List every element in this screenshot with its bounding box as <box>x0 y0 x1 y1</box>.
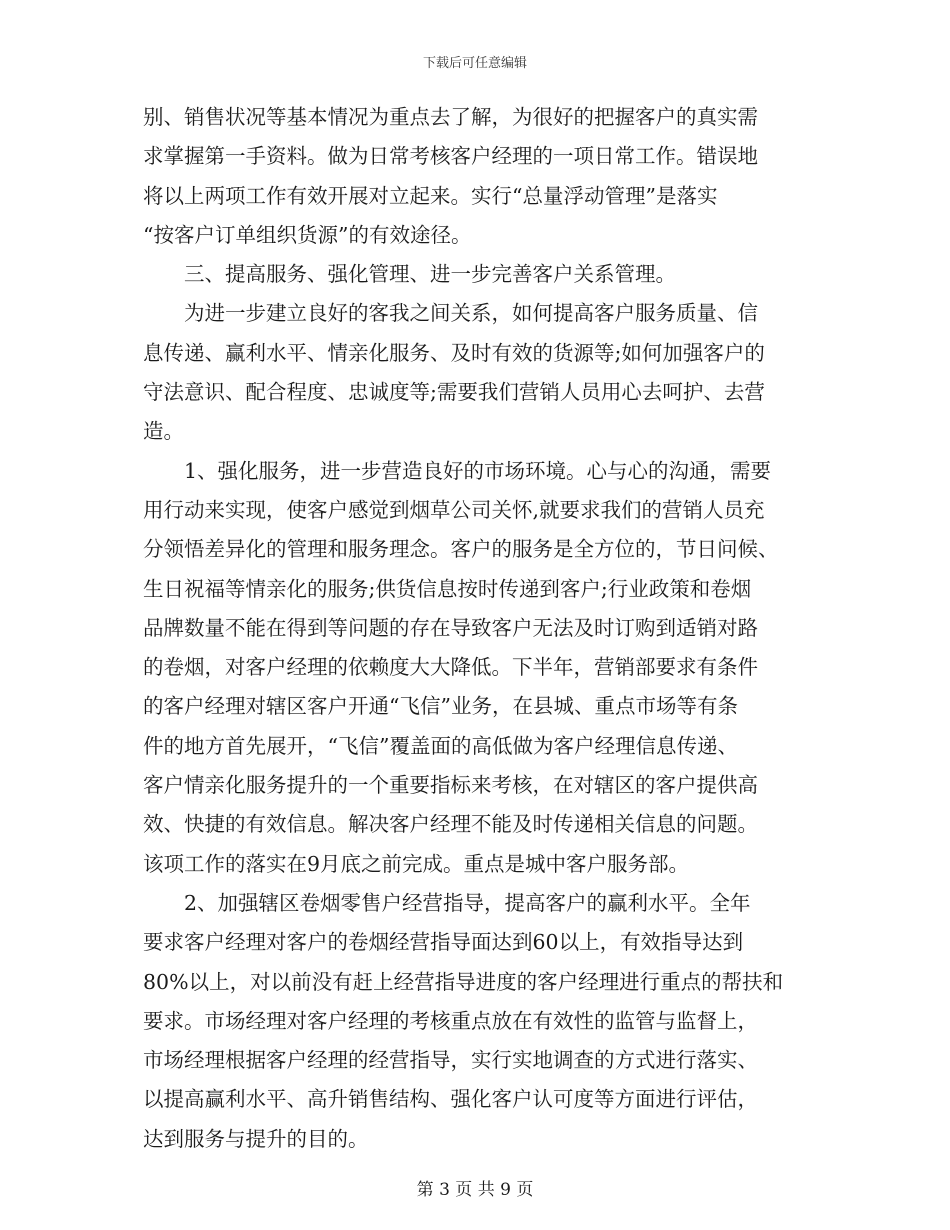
text-line: 效、快捷的有效信息。解决客户经理不能及时传递相关信息的问题。 <box>143 812 758 837</box>
text-line: 别、销售状况等基本情况为重点去了解，为很好的把握客户的真实需 <box>143 105 758 129</box>
text-line: 达到服务与提升的目的。 <box>143 1126 369 1151</box>
text-line: 生日祝福等情亲化的服务;供货信息按时传递到客户;行业政策和卷烟 <box>143 576 752 601</box>
text-line: 将以上两项工作有效开展对立起来。实行“总量浮动管理”是落实 <box>143 183 718 208</box>
text-line: 以提高赢利水平、高升销售结构、强化客户认可度等方面进行评估， <box>143 1087 758 1112</box>
document-body <box>143 98 808 1159</box>
text-line: 件的地方首先展开，“飞信”覆盖面的高低做为客户经理信息传递、 <box>143 733 738 758</box>
text-line: 的客户经理对辖区客户开通“飞信”业务，在县城、重点市场等有条 <box>143 694 738 719</box>
text-line: 1、强化服务，进一步营造良好的市场环境。心与心的沟通，需要 <box>143 458 772 483</box>
section-heading: 三、提高服务、强化管理、进一步完善客户关系管理。 <box>143 262 676 287</box>
text-line: 求掌握第一手资料。做为日常考核客户经理的一项日常工作。错误地 <box>143 144 758 169</box>
text-line: 的卷烟，对客户经理的依赖度大大降低。下半年，营销部要求有条件 <box>143 655 758 680</box>
text-line: 2、加强辖区卷烟零售户经营指导，提高客户的赢利水平。全年 <box>143 890 751 915</box>
page-header: 下载后可任意编辑 <box>422 56 527 71</box>
text-line: 息传递、赢利水平、情亲化服务、及时有效的货源等;如何加强客户的 <box>143 340 765 365</box>
text-line: 用行动来实现，使客户感觉到烟草公司关怀,就要求我们的营销人员充 <box>143 497 765 522</box>
text-line: 要求。市场经理对客户经理的考核重点放在有效性的监管与监督上， <box>143 1008 758 1033</box>
text-line: 80%以上，对以前没有赶上经营指导进度的客户经理进行重点的帮扶和 <box>143 969 784 994</box>
text-line: 造。 <box>143 419 184 444</box>
text-line: 要求客户经理对客户的卷烟经营指导面达到60以上，有效指导达到 <box>143 930 744 955</box>
text-line: 品牌数量不能在得到等问题的存在导致客户无法及时订购到适销对路 <box>143 615 758 640</box>
text-line: 分领悟差异化的管理和服务理念。客户的服务是全方位的，节日问候、 <box>143 537 779 562</box>
text-line: 客户情亲化服务提升的一个重要指标来考核，在对辖区的客户提供高 <box>143 773 758 798</box>
page-number: 第 3 页 共 9 页 <box>416 1180 534 1200</box>
text-line: “按客户订单组织货源”的有效途径。 <box>143 222 472 247</box>
text-line: 该项工作的落实在9月底之前完成。重点是城中客户服务部。 <box>143 851 690 876</box>
text-line: 市场经理根据客户经理的经营指导，实行实地调查的方式进行落实、 <box>143 1048 758 1073</box>
text-line: 守法意识、配合程度、忠诚度等;需要我们营销人员用心去呵护、去营 <box>143 380 765 405</box>
text-line: 为进一步建立良好的客我之间关系，如何提高客户服务质量、信 <box>143 301 758 326</box>
